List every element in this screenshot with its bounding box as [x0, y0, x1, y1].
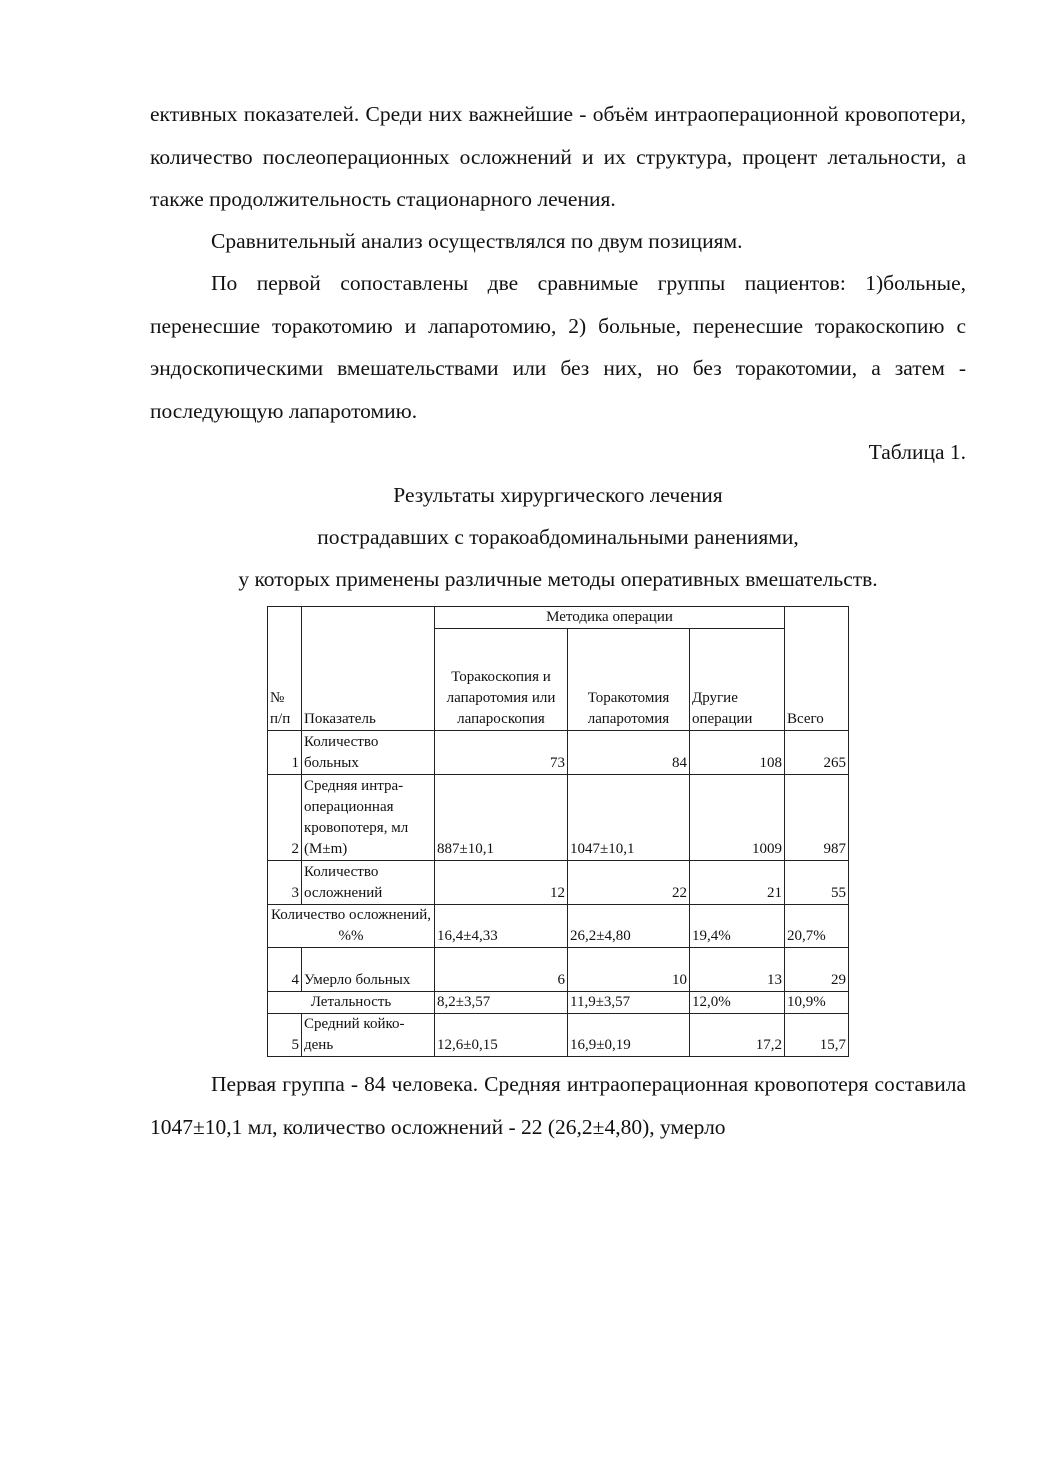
paragraph-first-position: По первой сопоставлены две сравнимые группы пациентов: 1)больные, перенесшие торакотомию и лапаротомию, 2) больные, перенесшие торакоскопию с эндоскопическими вмешательствами или без них, но без торакотомии, а затем - последующую лапаротомию. — [150, 271, 966, 423]
row-num: 1 — [268, 731, 302, 775]
cell-col2: 1047±10,1 — [568, 775, 690, 861]
row-label: Средняя интра-операционная кровопотеря, мл (M±m) — [302, 775, 435, 861]
cell-col3: 1009 — [690, 775, 785, 861]
table-header-row-group — [268, 607, 849, 629]
header-num: № п/п — [268, 607, 302, 731]
cell-col2: 84 — [568, 731, 690, 775]
table-row — [268, 905, 849, 948]
cell-col2: 22 — [568, 861, 690, 905]
table-row — [268, 861, 849, 905]
cell-col3: 21 — [690, 861, 785, 905]
cell-col1: 12 — [435, 861, 568, 905]
cell-col2: 10 — [568, 948, 690, 992]
cell-col3: 13 — [690, 948, 785, 992]
table-row — [268, 775, 849, 861]
cell-col3: 12,0% — [690, 992, 785, 1014]
cell-col2: 26,2±4,80 — [568, 905, 690, 948]
table-title-line-3: у которых применены различные методы оперативных вмешательств. — [238, 567, 878, 591]
row-num: 3 — [268, 861, 302, 905]
row-num: 2 — [268, 775, 302, 861]
cell-col1: 12,6±0,15 — [435, 1014, 568, 1057]
header-total: Всего — [785, 607, 849, 731]
paragraph-comparative-analysis: Сравнительный анализ осуществлялся по двум позициям. — [211, 229, 743, 253]
row-label: Умерло больных — [302, 948, 435, 992]
table-title-line-1: Результаты хирургического лечения — [393, 483, 723, 507]
cell-total: 55 — [785, 861, 849, 905]
cell-col1: 8,2±3,57 — [435, 992, 568, 1014]
row-num: 5 — [268, 1014, 302, 1057]
cell-total: 29 — [785, 948, 849, 992]
results-table — [267, 606, 849, 1057]
cell-total: 20,7% — [785, 905, 849, 948]
table-row — [268, 1014, 849, 1057]
cell-total: 987 — [785, 775, 849, 861]
table-row — [268, 948, 849, 992]
row-num: 4 — [268, 948, 302, 992]
cell-col2: 16,9±0,19 — [568, 1014, 690, 1057]
header-method-group: Методика операции — [435, 607, 785, 629]
row-label: Летальность — [268, 992, 435, 1014]
cell-col1: 887±10,1 — [435, 775, 568, 861]
cell-total: 10,9% — [785, 992, 849, 1014]
row-label: Количество осложнений, %% — [268, 905, 435, 948]
paragraph-first-group: Первая группа - 84 человека. Средняя интраоперационная кровопотеря составила 1047±10,1 мл, количество осложнений - 22 (26,2±4,80), умерло — [150, 1072, 966, 1139]
cell-col1: 16,4±4,33 — [435, 905, 568, 948]
row-label: Средний койко-день — [302, 1014, 435, 1057]
cell-col3: 108 — [690, 731, 785, 775]
table-row — [268, 731, 849, 775]
header-indicator: Показатель — [302, 607, 435, 731]
row-label: Количество больных — [302, 731, 435, 775]
cell-col3: 17,2 — [690, 1014, 785, 1057]
table-number-label: Таблица 1. — [868, 440, 966, 464]
header-col-thoracoscopy: Торакоскопия и лапаротомия или лапароскопия — [435, 629, 568, 731]
cell-total: 265 — [785, 731, 849, 775]
cell-col2: 11,9±3,57 — [568, 992, 690, 1014]
row-label: Количество осложнений — [302, 861, 435, 905]
table-row — [268, 992, 849, 1014]
cell-col1: 73 — [435, 731, 568, 775]
table-title-line-2: пострадавших с торакоабдоминальными ранениями, — [317, 525, 799, 549]
header-col-other: Другие операции — [690, 629, 785, 731]
cell-col1: 6 — [435, 948, 568, 992]
paragraph-intro-continuation: ективных показателей. Среди них важнейшие - объём интраоперационной кровопотери, количество послеоперационных осложнений и их структура, процент летальности, а также продолжительность стационарного лечения. — [150, 102, 966, 211]
cell-col3: 19,4% — [690, 905, 785, 948]
header-col-thoracotomy: Торакотомия лапаротомия — [568, 629, 690, 731]
cell-total: 15,7 — [785, 1014, 849, 1057]
